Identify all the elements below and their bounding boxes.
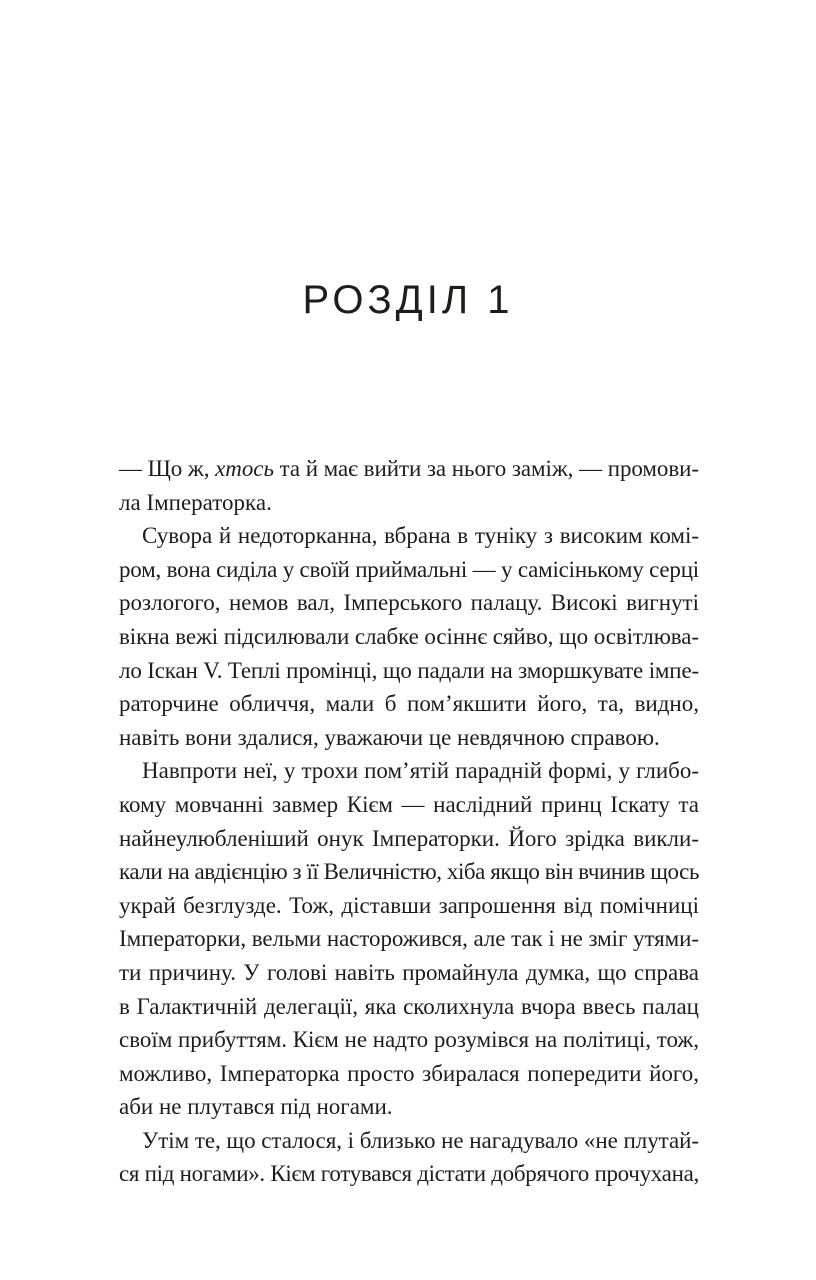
text-line: ти причину. У голові навіть промайнула думка, що справа — [119, 959, 699, 985]
text-line: в Галактичній делегації, яка сколихнула вчора ввесь палац — [119, 993, 699, 1019]
chapter-text — [119, 452, 699, 1191]
text-line: найнеулюбленіший онук Імператорки. Його зрідка викли- — [119, 825, 699, 851]
paragraph-4 — [119, 1124, 699, 1191]
paragraph-1 — [119, 452, 699, 519]
text-line: Навпроти неї, у трохи пом’ятій парадній формі, у глибо- — [142, 758, 699, 784]
chapter-title: РОЗДІЛ 1 — [302, 278, 514, 322]
text-line: Утім те, що сталося, і близько не нагадувало «не плутай- — [142, 1127, 699, 1153]
text-line: раторчине обличчя, мали б пом’якшити його, та, видно, — [119, 691, 699, 717]
text-line: Сувора й недоторканна, вбрана в туніку з високим комі- — [142, 523, 699, 549]
text-line: ся під ногами». Кієм готувався дістати добрячого прочухана, — [119, 1161, 699, 1187]
text-line: ла Імператорка. — [119, 489, 272, 515]
text-line: кали на авдієнцію з її Величністю, хіба якщо він вчинив щось — [119, 859, 699, 885]
text-line: украй безглузде. Тож, діставши запрошення від помічниці — [119, 892, 699, 918]
text-line: своїм прибуттям. Кієм не надто розумівся на політиці, тож, — [119, 1027, 699, 1053]
text-line: ром, вона сиділа у своїй приймальні — у самісінькому серці — [119, 556, 699, 582]
text-line: вікна вежі підсилювали слабке осіннє сяйво, що освітлюва- — [119, 623, 699, 649]
text-line: можливо, Імператорка просто збиралася попередити його, — [119, 1060, 699, 1086]
text-line: — Що ж, хтось та й має вийти за нього заміж, — промови- — [119, 456, 700, 481]
text-line: розлогого, немов вал, Імперського палацу. Високі вигнуті — [119, 590, 699, 616]
text-line: аби не плутався під ногами. — [119, 1094, 393, 1120]
text-line: навіть вони здалися, уважаючи це невдячною справою. — [119, 724, 660, 750]
paragraph-3 — [119, 754, 699, 1124]
text-line: кому мовчанні завмер Кієм — наслідний принц Іскату та — [119, 791, 699, 817]
paragraph-2 — [119, 519, 699, 754]
text-line: ло Іскан V. Теплі промінці, що падали на зморшкувате імпе- — [119, 657, 699, 683]
text-line: Імператорки, вельми насторожився, але так і не зміг утями- — [119, 926, 699, 952]
italic-word: хтось — [215, 456, 274, 481]
